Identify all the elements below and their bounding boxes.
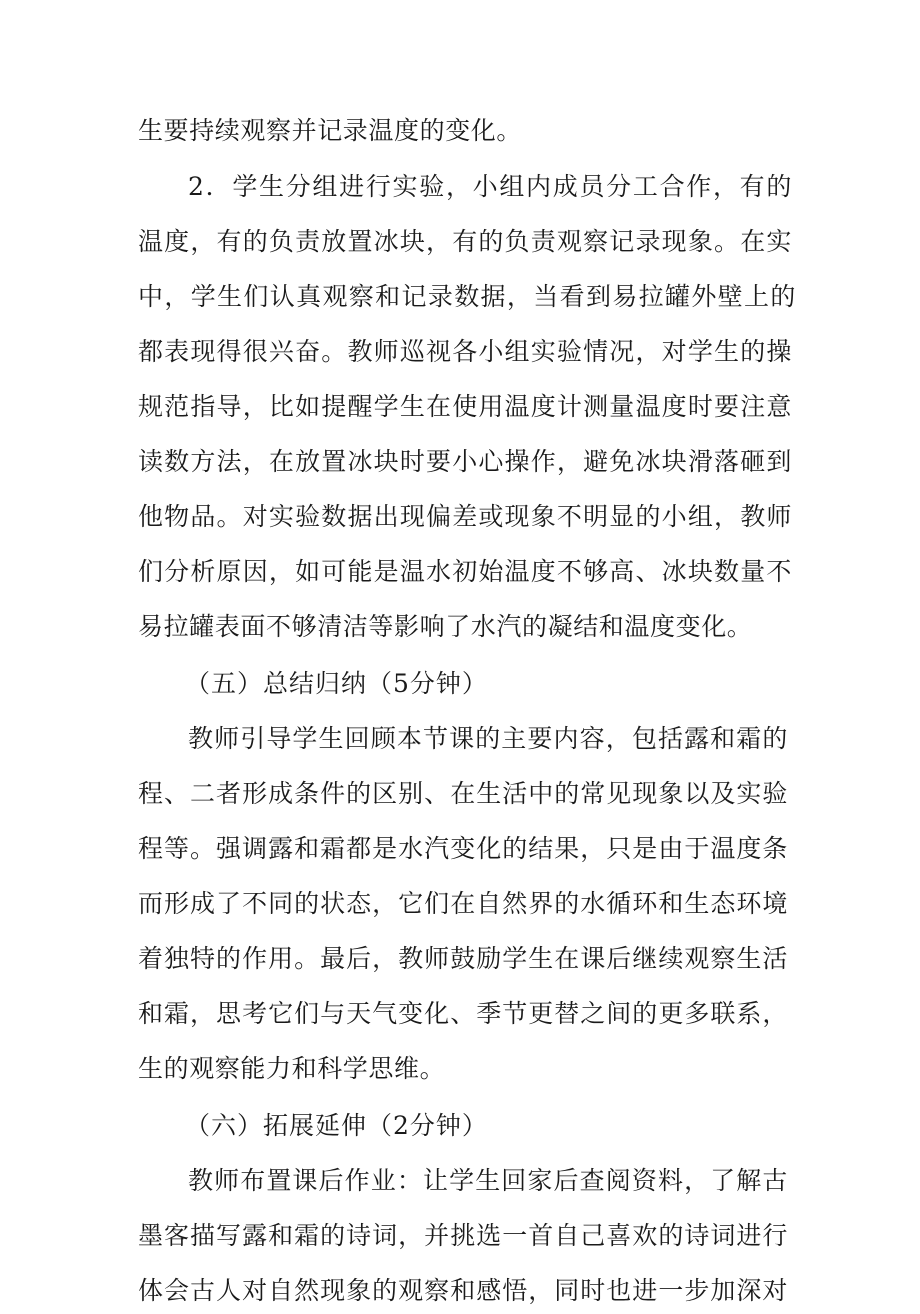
paragraph-line: 读数方法，在放置冰块时要小心操作，避免冰块滑落砸到 <box>138 447 792 476</box>
text-line <box>0 494 920 540</box>
text-line <box>0 1103 920 1149</box>
paragraph-line: 而形成了不同的状态，它们在自然界的水循环和生态环境 <box>138 889 788 918</box>
text-line <box>0 439 920 485</box>
text-line <box>0 329 920 375</box>
text-line <box>0 604 920 650</box>
text-line <box>0 991 920 1037</box>
section-heading: （五）总结归纳（5分钟） <box>185 669 488 698</box>
text-line <box>0 1046 920 1092</box>
paragraph-line: 规范指导，比如提醒学生在使用温度计测量温度时要注意 <box>138 392 792 421</box>
text-line <box>0 384 920 430</box>
text-line <box>0 108 920 154</box>
text-line <box>0 1213 920 1259</box>
paragraph-line: 中，学生们认真观察和记录数据，当看到易拉罐外壁上的 <box>138 282 796 311</box>
text-line <box>0 164 920 210</box>
paragraph-first-line: 教师引导学生回顾本节课的主要内容，包括露和霜的 <box>188 724 788 753</box>
paragraph-line: 都表现得很兴奋。教师巡视各小组实验情况，对学生的操 <box>138 337 792 366</box>
paragraph-end-text: 易拉罐表面不够清洁等影响了水汽的凝结和温度变化。 <box>138 612 753 641</box>
paragraph-first-line: 2．学生分组进行实验，小组内成员分工合作，有的 <box>188 172 792 201</box>
paragraph-line: 墨客描写露和霜的诗词，并挑选一首自己喜欢的诗词进行 <box>138 1221 788 1250</box>
text-line <box>0 661 920 707</box>
text-line <box>0 1268 920 1314</box>
text-line <box>0 826 920 872</box>
paragraph-line: 温度，有的负责放置冰块，有的负责观察记录现象。在实 <box>138 227 792 256</box>
paragraph-line: 程等。强调露和霜都是水汽变化的结果，只是由于温度条 <box>138 834 788 863</box>
paragraph-first-line: 教师布置课后作业：让学生回家后查阅资料，了解古 <box>188 1166 788 1195</box>
section-heading: （六）拓展延伸（2分钟） <box>185 1111 488 1140</box>
paragraph-line: 体会古人对自然现象的观察和感悟，同时也进一步加深对 <box>138 1276 788 1305</box>
paragraph-end-text: 生要持续观察并记录温度的变化。 <box>138 116 523 145</box>
text-line <box>0 274 920 320</box>
text-line <box>0 549 920 595</box>
paragraph-line: 他物品。对实验数据出现偏差或现象不明显的小组，教师 <box>138 502 792 531</box>
paragraph-end-text: 生的观察能力和科学思维。 <box>138 1054 446 1083</box>
paragraph-line: 程、二者形成条件的区别、在生活中的常见现象以及实验 <box>138 779 788 808</box>
text-line <box>0 1158 920 1204</box>
paragraph-line: 们分析原因，如可能是温水初始温度不够高、冰块数量不 <box>138 557 792 586</box>
text-line <box>0 881 920 927</box>
text-line <box>0 716 920 762</box>
text-line <box>0 936 920 982</box>
text-line <box>0 771 920 817</box>
paragraph-line: 和霜，思考它们与天气变化、季节更替之间的更多联系， <box>138 999 788 1028</box>
text-line <box>0 219 920 265</box>
paragraph-line: 着独特的作用。最后，教师鼓励学生在课后继续观察生活 <box>138 944 788 973</box>
